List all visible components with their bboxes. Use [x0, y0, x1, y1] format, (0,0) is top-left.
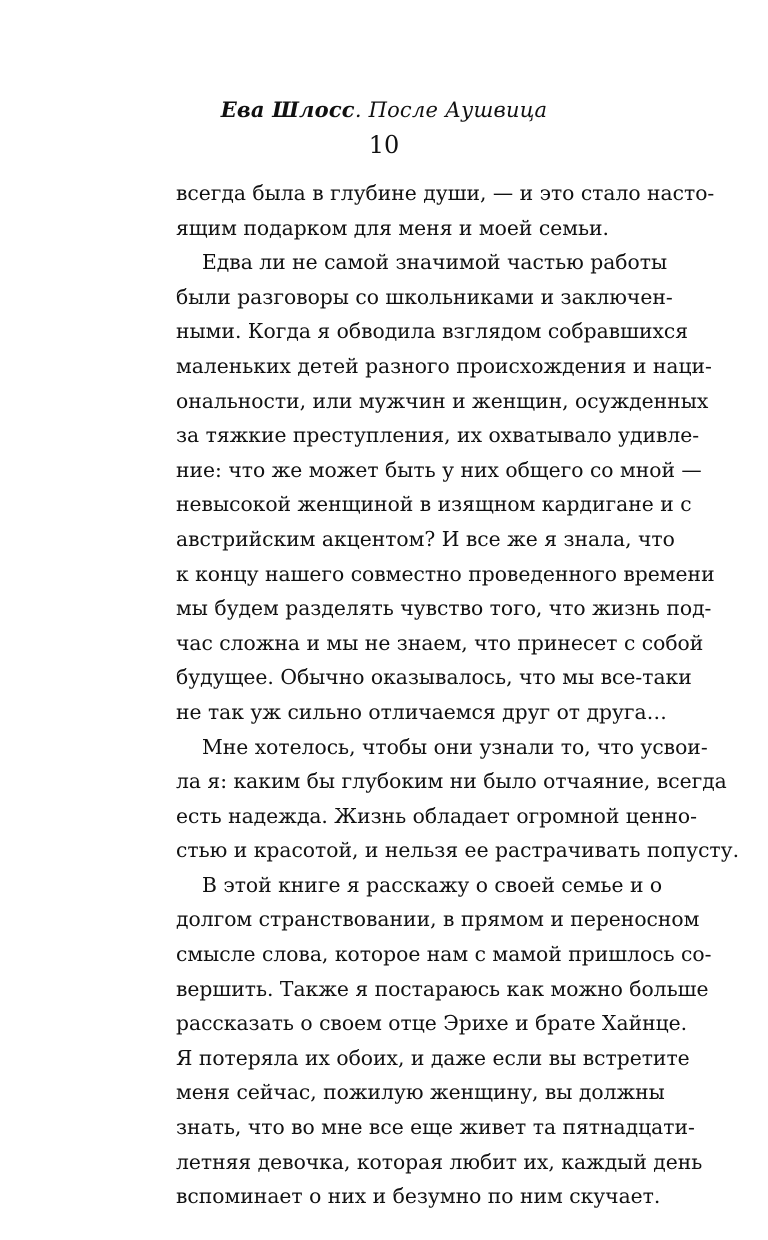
text-line: были разговоры со школьниками и заключен-: [176, 284, 673, 309]
text-line: долгом странствовании, в прямом и переносном: [176, 907, 700, 932]
text-line: В этой книге я расскажу о своей семье и о: [202, 872, 663, 897]
text-line: Я потеряла их обоих, и даже если вы встретите: [176, 1045, 690, 1070]
text-line: меня сейчас, пожилую женщину, вы должны: [176, 1080, 665, 1105]
text-line: вершить. Также я постараюсь как можно больше: [176, 976, 709, 1001]
paragraph-2: [176, 245, 715, 729]
text-line: рассказать о своем отце Эрихе и брате Хайнце.: [176, 1011, 688, 1036]
text-line: Едва ли не самой значимой частью работы: [202, 250, 668, 275]
text-line: австрийским акцентом? И все же я знала, что: [176, 526, 675, 551]
text-line: всегда была в глубине души, — и это стало насто-: [176, 181, 715, 205]
text-line: вспоминает о них и безумно по ним скучает.: [176, 1184, 661, 1209]
paragraph-4: [176, 868, 712, 1214]
text-line: есть надежда. Жизнь обладает огромной ценно-: [176, 803, 697, 828]
paragraph-1: [176, 176, 715, 245]
text-line: ональности, или мужчин и женщин, осужденных: [176, 388, 709, 413]
text-line: мы будем разделять чувство того, что жизнь под-: [176, 596, 712, 621]
text-line: летняя девочка, которая любит их, каждый день: [176, 1149, 703, 1174]
text-line: смысле слова, которое нам с мамой пришлось со-: [176, 942, 712, 967]
text-line: час сложна и мы не знаем, что принесет с собой: [176, 630, 704, 655]
text-line: будущее. Обычно оказывалось, что мы все-таки: [176, 665, 692, 690]
text-line: к концу нашего совместно проведенного времени: [176, 561, 715, 586]
text-line: маленьких детей разного происхождения и наци-: [176, 353, 712, 378]
text-line: ными. Когда я обводила взглядом собравшихся: [176, 319, 689, 344]
body-text: [176, 176, 740, 1214]
text-line: ящим подарком для меня и моей семьи.: [176, 215, 609, 240]
text-line: знать, что во мне все еще живет та пятнадцати-: [176, 1115, 695, 1140]
text-line: ла я: каким бы глубоким ни было отчаяние, всегда: [176, 769, 727, 794]
page-number: 10: [368, 131, 400, 159]
text-line: Мне хотелось, чтобы они узнали то, что усвои-: [202, 734, 708, 759]
book-title: После Аушвица: [368, 98, 548, 122]
text-line: ние: что же может быть у них общего со мной —: [176, 457, 702, 482]
text-line: за тяжкие преступления, их охватывало удивле-: [176, 423, 700, 448]
text-line: невысокой женщиной в изящном кардигане и с: [176, 492, 692, 517]
text-line: не так уж сильно отличаемся друг от друга…: [176, 699, 667, 724]
text-line: стью и красотой, и нельзя ее растрачивать попусту.: [176, 838, 740, 863]
running-head: [0, 96, 768, 124]
title-separator: .: [354, 98, 369, 122]
author-name: Ева Шлосс: [220, 97, 355, 122]
paragraph-3: [176, 730, 740, 868]
